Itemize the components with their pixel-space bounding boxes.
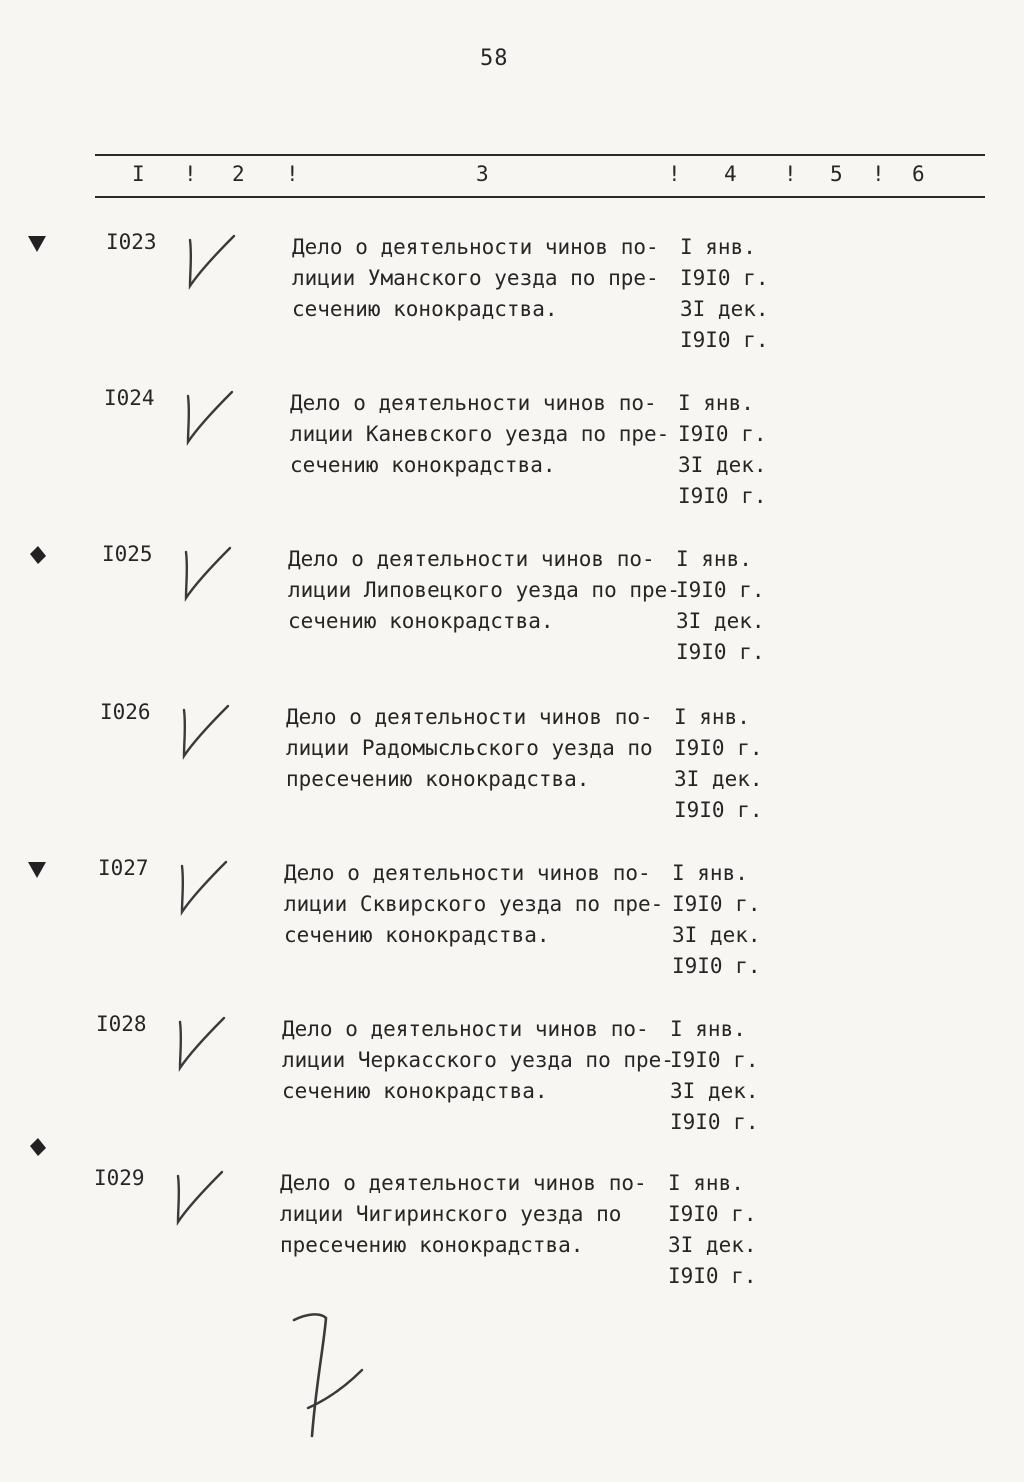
column-separator: ! <box>872 162 885 186</box>
end-date-line: I9I0 г. <box>680 328 769 352</box>
case-description-line: сечению конокрадства. <box>288 609 554 633</box>
start-date-line: I9I0 г. <box>674 736 763 760</box>
case-number: I024 <box>104 386 155 410</box>
end-date-line: 3I дек. <box>670 1079 759 1103</box>
case-row <box>0 230 1024 380</box>
case-dates <box>678 388 767 512</box>
column-header-1: I <box>132 162 145 186</box>
end-date-line: I9I0 г. <box>668 1264 757 1288</box>
end-date-line: I9I0 г. <box>676 640 765 664</box>
case-description-line: пресечению конокрадства. <box>286 767 590 791</box>
start-date-line: I9I0 г. <box>678 422 767 446</box>
case-description-line: сечению конокрадства. <box>292 297 558 321</box>
case-row <box>0 542 1020 692</box>
handwritten-check-mark <box>174 382 244 452</box>
case-description-line: лиции Чигиринского уезда по <box>280 1202 622 1226</box>
case-description-line: пресечению конокрадства. <box>280 1233 584 1257</box>
case-description-line: сечению конокрадства. <box>284 923 550 947</box>
start-date-line: I9I0 г. <box>670 1048 759 1072</box>
case-description-line: лиции Сквирского уезда по пре- <box>284 892 664 916</box>
start-date-line: I янв. <box>670 1017 746 1041</box>
handwritten-check-mark <box>168 852 238 922</box>
case-description <box>282 1014 674 1107</box>
table-header-rule <box>95 196 985 198</box>
case-description <box>288 544 680 637</box>
case-row <box>0 386 1022 536</box>
case-dates <box>674 702 763 826</box>
binding-mark <box>26 858 48 880</box>
end-date-line: 3I дек. <box>676 609 765 633</box>
case-description-line: Дело о деятельности чинов по- <box>290 391 657 415</box>
case-dates <box>676 544 765 668</box>
start-date-line: I янв. <box>672 861 748 885</box>
case-description-line: лиции Каневского уезда по пре- <box>290 422 670 446</box>
case-description-line: сечению конокрадства. <box>290 453 556 477</box>
case-description <box>286 702 666 795</box>
end-date-line: 3I дек. <box>672 923 761 947</box>
start-date-line: I янв. <box>678 391 754 415</box>
end-date-line: I9I0 г. <box>670 1110 759 1134</box>
column-separator: ! <box>668 162 681 186</box>
handwritten-check-mark <box>176 226 246 296</box>
case-number: I025 <box>102 542 153 566</box>
column-separator: ! <box>784 162 797 186</box>
case-number: I026 <box>100 700 151 724</box>
page-number: 58 <box>480 46 509 71</box>
start-date-line: I9I0 г. <box>668 1202 757 1226</box>
binding-mark <box>26 544 48 566</box>
end-date-line: 3I дек. <box>668 1233 757 1257</box>
case-description <box>292 232 672 325</box>
start-date-line: I янв. <box>676 547 752 571</box>
case-description-line: Дело о деятельности чинов по- <box>292 235 659 259</box>
case-description-line: лиции Липовецкого уезда по пре- <box>288 578 680 602</box>
column-header-4: 4 <box>724 162 737 186</box>
column-separator: ! <box>286 162 299 186</box>
case-number: I023 <box>106 230 157 254</box>
case-dates <box>680 232 769 356</box>
case-description-line: лиции Черкасского уезда по пре- <box>282 1048 674 1072</box>
case-description <box>290 388 670 481</box>
case-dates <box>670 1014 759 1138</box>
handwritten-check-mark <box>164 1162 234 1232</box>
case-number: I028 <box>96 1012 147 1036</box>
case-dates <box>668 1168 757 1292</box>
case-description-line: сечению конокрадства. <box>282 1079 548 1103</box>
case-description-line: лиции Уманского уезда по пре- <box>292 266 659 290</box>
case-dates <box>672 858 761 982</box>
case-description <box>280 1168 660 1261</box>
column-separator: ! <box>184 162 197 186</box>
handwritten-check-mark <box>170 696 240 766</box>
end-date-line: I9I0 г. <box>674 798 763 822</box>
handwritten-total-seven <box>286 1304 366 1444</box>
start-date-line: I янв. <box>674 705 750 729</box>
case-number: I027 <box>98 856 149 880</box>
binding-mark <box>26 1136 48 1158</box>
column-header-2: 2 <box>232 162 245 186</box>
handwritten-check-mark <box>166 1008 236 1078</box>
case-description-line: Дело о деятельности чинов по- <box>282 1017 649 1041</box>
binding-mark <box>26 232 48 254</box>
case-row <box>0 856 1016 1006</box>
case-description-line: Дело о деятельности чинов по- <box>280 1171 647 1195</box>
case-description-line: Дело о деятельности чинов по- <box>284 861 651 885</box>
case-description-line: Дело о деятельности чинов по- <box>286 705 653 729</box>
start-date-line: I янв. <box>680 235 756 259</box>
case-description-line: Дело о деятельности чинов по- <box>288 547 655 571</box>
column-header-3: 3 <box>476 162 489 186</box>
start-date-line: I9I0 г. <box>680 266 769 290</box>
case-row <box>0 1012 1014 1162</box>
case-description-line: лиции Радомысльского уезда по <box>286 736 653 760</box>
end-date-line: 3I дек. <box>680 297 769 321</box>
end-date-line: 3I дек. <box>678 453 767 477</box>
start-date-line: I9I0 г. <box>672 892 761 916</box>
column-header-5: 5 <box>830 162 843 186</box>
column-header-6: 6 <box>912 162 925 186</box>
case-row <box>0 1166 1012 1316</box>
handwritten-check-mark <box>172 538 242 608</box>
case-description <box>284 858 664 951</box>
end-date-line: 3I дек. <box>674 767 763 791</box>
end-date-line: I9I0 г. <box>672 954 761 978</box>
case-number: I029 <box>94 1166 145 1190</box>
table-top-rule <box>95 154 985 156</box>
end-date-line: I9I0 г. <box>678 484 767 508</box>
start-date-line: I янв. <box>668 1171 744 1195</box>
case-row <box>0 700 1018 850</box>
start-date-line: I9I0 г. <box>676 578 765 602</box>
